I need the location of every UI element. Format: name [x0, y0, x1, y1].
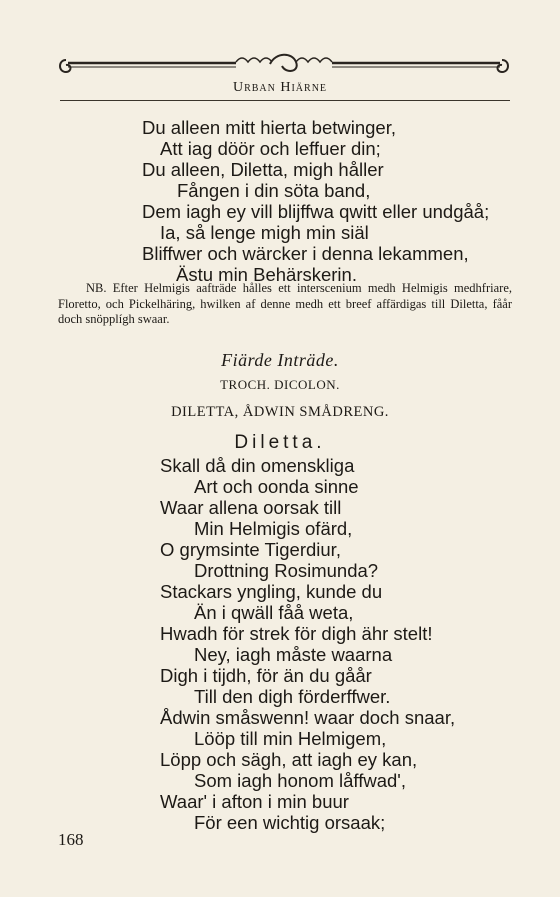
verse-line: Ney, iagh måste waarna [194, 644, 393, 665]
verse-line: Skall då din omenskliga [160, 455, 355, 476]
note-prefix: NB. [86, 281, 107, 295]
verse-line: Dem iagh ey vill blijffwa qwitt eller undgåå; [142, 201, 490, 222]
verse-line: Ia, så lenge migh min siäl [160, 222, 369, 243]
verse-line: Waar allena oorsak till [160, 497, 342, 518]
verse-line: Som iagh honom låffwad', [194, 770, 406, 791]
verse-line: Ådwin småswenn! waar doch snaar, [160, 707, 456, 728]
verse-line: Hwadh för strek för digh ähr stelt! [160, 623, 433, 644]
verse-line: O grymsinte Tigerdiur, [160, 539, 341, 560]
verse-line: Art och oonda sinne [194, 476, 359, 497]
verse-line: För een wichtig orsaak; [194, 812, 386, 833]
verse-line: Du alleen mitt hierta betwinger, [142, 117, 396, 138]
stage-note [58, 281, 512, 328]
verse-line: Att iag döör och leffuer din; [160, 138, 381, 159]
cast-list: DILETTA, ÅDWIN SMÅDRENG. [171, 404, 389, 420]
verse-line: Bliffwer och wärcker i denna lekammen, [142, 243, 469, 264]
header-ornament [56, 48, 512, 78]
verse-line: Löpp och sägh, att iagh ey kan, [160, 749, 418, 770]
speaker-name: Diletta. [234, 432, 326, 453]
verse-line: Ästu min Behärskerin. [176, 264, 357, 285]
verse-line: Drottning Rosimunda? [194, 560, 379, 581]
running-head: Urban Hiärne [232, 80, 328, 95]
page-number: 168 [58, 830, 84, 849]
meter-label: TROCH. DICOLON. [220, 377, 340, 392]
verse-line: Än i qwäll fåå weta, [194, 602, 354, 623]
verse-line: Du alleen, Diletta, migh håller [142, 159, 384, 180]
verse-line: Waar' i afton i min buur [160, 791, 349, 812]
verse-line: Lööp till min Helmigem, [194, 728, 387, 749]
verse-line: Digh i tijdh, för än du gåår [160, 665, 372, 686]
scene-title: Fiärde Inträde. [221, 350, 339, 370]
verse-line: Stackars yngling, kunde du [160, 581, 383, 602]
verse-line: Fången i din söta band, [177, 180, 371, 201]
verse-line: Min Helmigis ofärd, [194, 518, 353, 539]
header-rule [60, 100, 510, 101]
verse-line: Till den digh förderffwer. [194, 686, 391, 707]
note-text: Efter Helmigis aafträde hålles ett interscenium medh Helmigis medhfriare, Floretto, och Pickelhäring, hwilken af denne medh ett breef affärdigas till Diletta, fåår doch snöpplígh swaar. [58, 281, 512, 326]
